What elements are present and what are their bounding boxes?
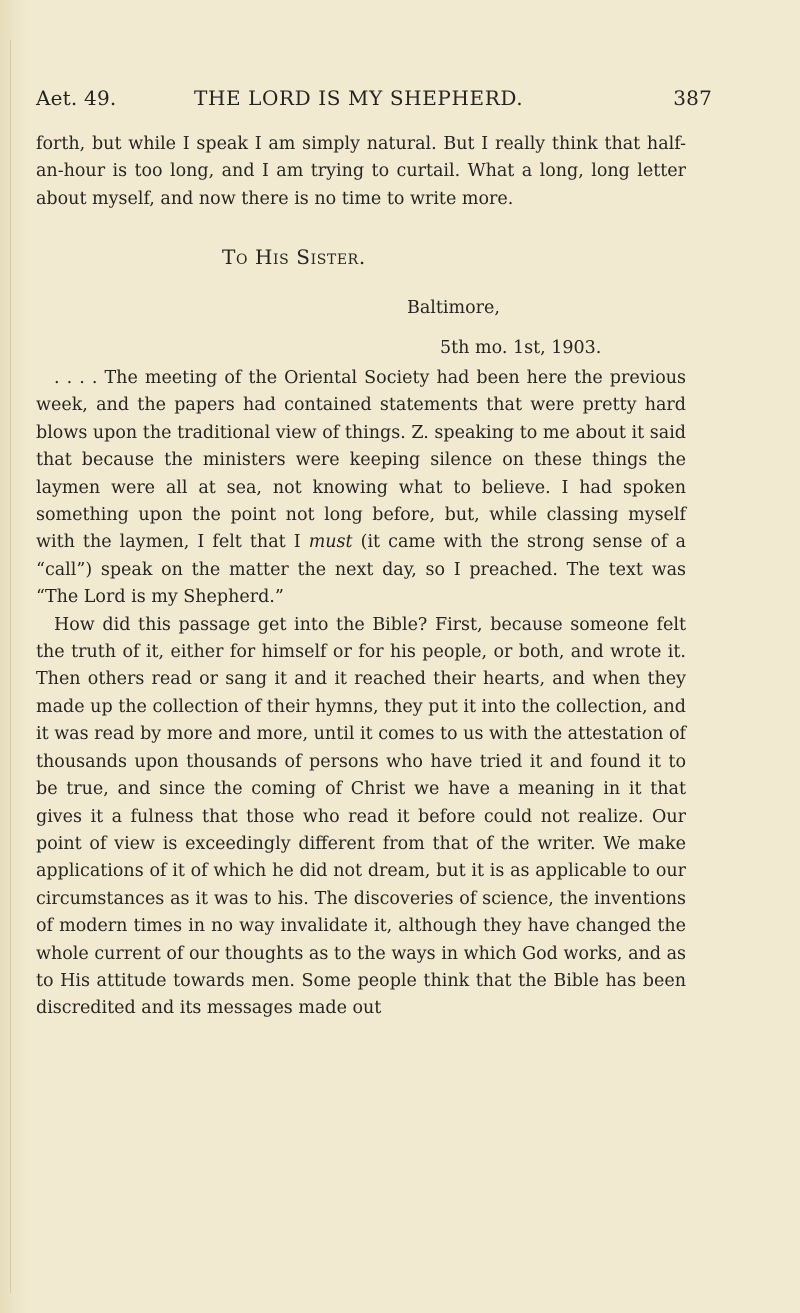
letter-paragraph-2: How did this passage get into the Bible? First, because someone felt the truth of it, either for himself or for his people, or both, and wrote it. Then others read or sang it and it reached their hearts, and when they made up the collection of their hymns, they put it into the collection, and it was read by more and more, until it comes to us with the attestation of thousands upon thousands of persons who have tried it and found it to be true, and since the coming of Christ we have a meaning in it that gives it a fulness that those who read it before could not realize. Our point of view is exceedingly different from that of the writer. We make applications of it of which he did not dream, but it is as applicable to our circumstances as it was to his. The discoveries of science, the inventions of modern times in no way invalidate it, although they have changed the whole current of our thoughts as to the ways in which God works, and as to His attitude towards men. Some people think that the Bible has been discredited and its messages made out — [36, 614, 686, 1019]
running-head-age: Aet. 49. — [36, 86, 117, 110]
letter-paragraph-1 — [36, 365, 686, 612]
page-edge-line — [10, 40, 11, 1293]
letter-paragraph-1-part-a: . . . . The meeting of the Oriental Society had been here the previous week, and the papers had contained statements that were pretty hard blows upon the traditional view of things. Z. speaking to me about it said that because the ministers were keeping silence on these things the laymen were all at sea, not knowing what to believe. I had spoken something upon the point not long before, but, while classing myself with the laymen, I felt that I — [36, 368, 686, 553]
letter-heading: To His Sister. — [222, 245, 366, 269]
page-edge — [0, 0, 28, 1313]
letter-body — [36, 365, 686, 1023]
running-head — [36, 86, 712, 116]
opening-paragraph-block — [36, 131, 686, 213]
page-number: 387 — [673, 86, 712, 110]
letter-paragraph-1-part-b: (it came with the strong sense of a “call”) speak on the matter the next day, so I preached. The text was “The Lord is my Shepherd.” — [36, 532, 686, 608]
letter-paragraph-1-emphasis: must — [308, 532, 353, 553]
opening-paragraph: forth, but while I speak I am simply natural. But I really think that half-an-hour is too long, and I am trying to curtail. What a long, long letter about myself, and now there is no time to write more. — [36, 134, 686, 209]
running-head-title: THE LORD IS MY SHEPHERD. — [194, 86, 524, 110]
letter-date: 5th mo. 1st, 1903. — [440, 338, 602, 358]
letter-place: Baltimore, — [407, 298, 500, 318]
